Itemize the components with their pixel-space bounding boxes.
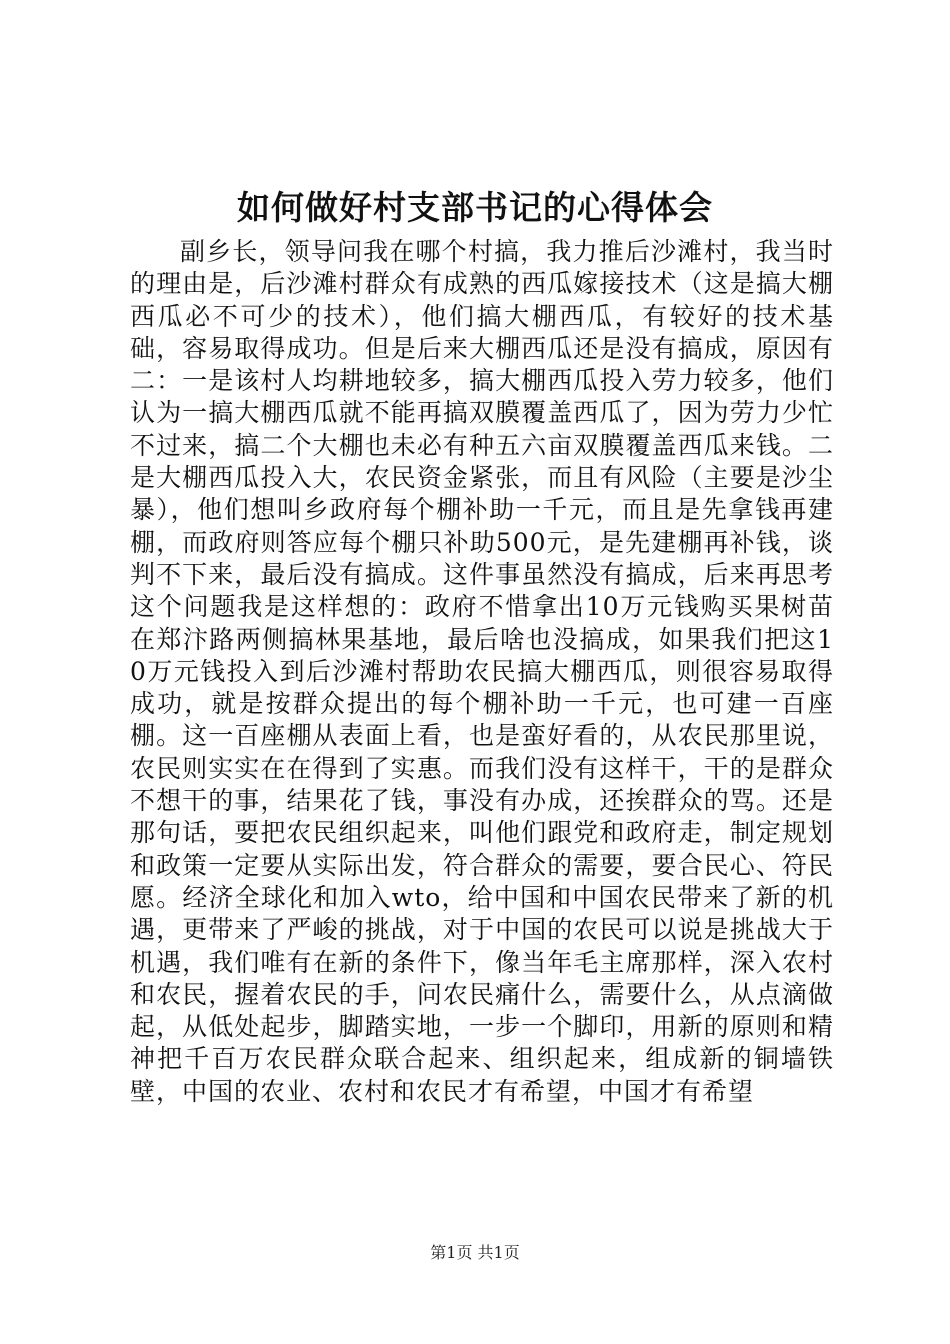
body-paragraph: 副乡长，领导问我在哪个村搞，我力推后沙滩村，我当时的理由是，后沙滩村群众有成熟的西瓜嫁接技术（这是搞大棚西瓜必不可少的技术），他们搞大棚西瓜，有较好的技术基础，容易取得成功。但是后来大棚西瓜还是没有搞成，原因有二：一是该村人均耕地较多，搞大棚西瓜投入劳力较多，他们认为一搞大棚西瓜就不能再搞双膜覆盖西瓜了，因为劳力少忙不过来，搞二个大棚也未必有种五六亩双膜覆盖西瓜来钱。二是大棚西瓜投入大，农民资金紧张，而且有风险（主要是沙尘暴），他们想叫乡政府每个棚补助一千元，而且是先拿钱再建棚，而政府则答应每个棚只补助500元，是先建棚再补钱，谈判不下来，最后没有搞成。这件事虽然没有搞成，后来再思考这个问题我是这样想的：政府不惜拿出10万元钱购买果树苗在郑汴路两侧搞林果基地，最后啥也没搞成，如果我们把这10万元钱投入到后沙滩村帮助农民搞大棚西瓜，则很容易取得成功，就是按群众提出的每个棚补助一千元，也可建一百座棚。这一百座棚从表面上看，也是蛮好看的，从农民那里说，农民则实实在在得到了实惠。而我们没有这样干，干的是群众不想干的事，结果花了钱，事没有办成，还挨群众的骂。还是那句话，要把农民组织起来，叫他们跟党和政府走，制定规划和政策一定要从实际出发，符合群众的需要，要合民心、符民愿。经济全球化和加入wto，给中国和中国农民带来了新的机遇，更带来了严峻的挑战，对于中国的农民可以说是挑战大于机遇，我们唯有在新的条件下，像当年毛主席那样，深入农村和农民，握着农民的手，问农民痛什么，需要什么，从点滴做起，从低处起步，脚踏实地，一步一个脚印，用新的原则和精神把千百万农民群众联合起来、组织起来，组成新的铜墙铁壁，中国的农业、农村和农民才有希望，中国才有希望 — [130, 237, 834, 1106]
document-title: 如何做好村支部书记的心得体会 — [237, 188, 713, 227]
page-number-footer: 第1页 共1页 — [430, 1243, 520, 1262]
